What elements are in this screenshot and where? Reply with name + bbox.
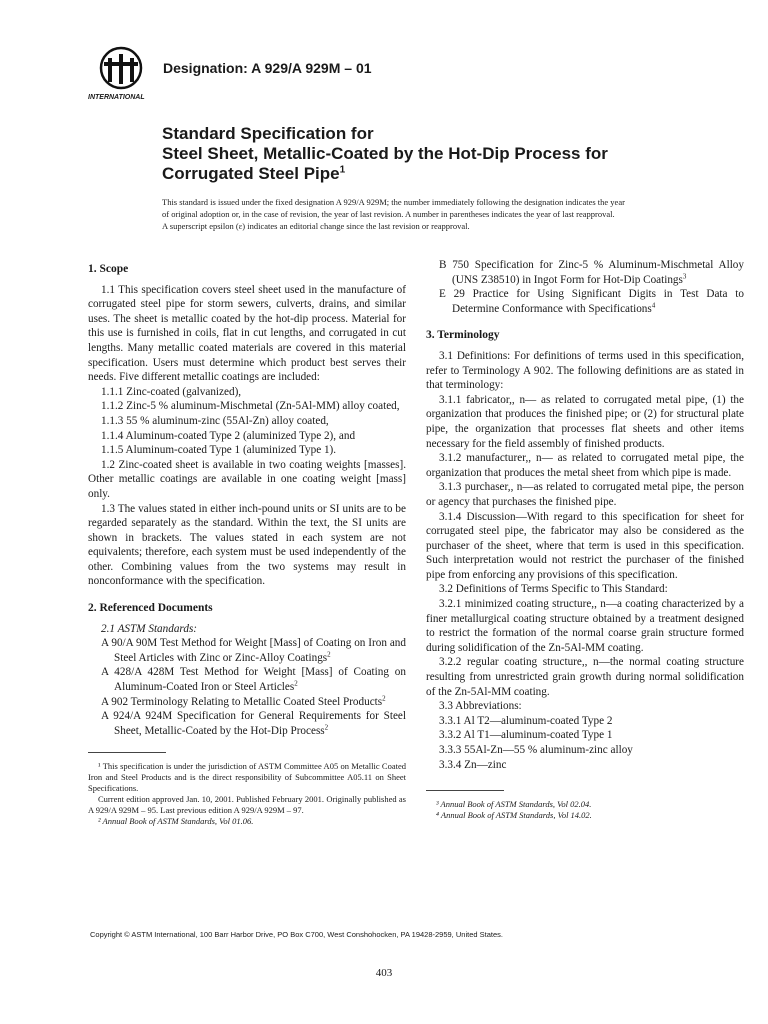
paragraph-1-1-3: 1.1.3 55 % aluminum-zinc (55Al-Zn) alloy coated, — [101, 414, 329, 427]
footnote-1-edition: Current edition approved Jan. 10, 2001. Published February 2001. Originally published as A 929/A 929M – 95. Last previous edition A 929/A 929M – 97. — [88, 794, 406, 816]
document-title — [162, 124, 608, 184]
reference-a924: A 924/A 924M Specification for General Requirements for Steel Sheet, Metallic-Coated by the Hot-Dip Process$^2$ — [101, 710, 406, 737]
section-heading-terminology: 3. Terminology — [426, 329, 500, 342]
section-heading-referenced-documents: 2. Referenced Documents — [88, 602, 213, 615]
logo-text: INTERNATIONAL — [88, 94, 145, 101]
paragraph-3-3-3: 3.3.3 55Al-Zn—55 % aluminum-zinc alloy — [439, 744, 633, 756]
reference-a902: A 902 Terminology Relating to Metallic Coated Steel Products$^2$ — [101, 693, 386, 708]
reference-a90: A 90/A 90M Test Method for Weight [Mass] of Coating on Iron and Steel Articles with Zinc or Zinc-Alloy Coatings$^2$ — [101, 637, 406, 664]
paragraph-3-3-2: 3.3.2 Al T1—aluminum-coated Type 1 — [439, 729, 613, 742]
paragraph-1-3: 1.3 The values stated in either inch-pound units or SI units are to be regarded separately as the standard. Within the text, the SI units are shown in brackets. The values stated in each system are not equivalents; therefore, each system must be used independently of the other. Combining values from the two systems may result in nonconformance with the specification. — [88, 502, 406, 588]
title-line-2: Steel Sheet, Metallic-Coated by the Hot-Dip Process for — [162, 144, 608, 163]
standard-note: This standard is issued under the fixed designation A 929/A 929M; the number immediately following the designation indicates the year of original adoption or, in the case of revision, the year of last revision. A number in parentheses indicates the year of last reapproval. A superscript epsilon (ε) indicates an editorial change since the last revision or reapproval. — [162, 197, 625, 231]
title-line-1: Standard Specification for — [162, 124, 374, 143]
paragraph-3-1-4: 3.1.4 Discussion—With regard to this specification for sheet for corrugated steel pipe, the fabricator may also be considered as the purchaser of the sheet, where that term is used in this specification. Such interpretation would not restrict the purchaser of the finished pipe from enforcing any provisions of this specification. — [426, 510, 744, 581]
paragraph-1-1: 1.1 This specification covers steel sheet used in the manufacture of corrugated steel pipe for storm sewers, culverts, drains, and similar uses. The sheet is metallic coated by the hot-dip process. Material for this use is furnished in coils, flat in cut lengths, and corrugated in cut lengths. Many metallic coated materials are covered in this material specification. Users must determine which product best serves their needs. Five different metallic coatings are included: — [88, 283, 406, 384]
footnote-2: ² Annual Book of ASTM Standards, Vol 01.06. — [98, 816, 254, 827]
left-column — [88, 262, 406, 827]
paragraph-2-1: 2.1 ASTM Standards: — [101, 622, 198, 635]
footnote-1: ¹ This specification is under the jurisdiction of ASTM Committee A05 on Metallic Coated Iron and Steel Products and is the direct responsibility of Subcommittee A05.11 on Sheet Specifications. — [88, 761, 406, 794]
reference-a428: A 428/A 428M Test Method for Weight [Mass] of Coating on Aluminum-Coated Iron or Steel Articles$^2$ — [101, 666, 406, 694]
paragraph-1-2: 1.2 Zinc-coated sheet is available in two coating weights [masses]. Other metallic coatings are available in one coating weight [mass] only. — [88, 458, 406, 500]
footnote-4: ⁴ Annual Book of ASTM Standards, Vol 14.02. — [436, 810, 592, 821]
paragraph-1-1-2: 1.1.2 Zinc-5 % aluminum-Mischmetal (Zn-5Al-MM) alloy coated, — [101, 400, 400, 413]
paragraph-1-1-1: 1.1.1 Zinc-coated (galvanized), — [101, 385, 242, 398]
page-number: 403 — [375, 967, 393, 979]
astm-logo — [88, 44, 154, 106]
reference-b750: B 750 Specification for Zinc-5 % Aluminum-Mischmetal Alloy (UNS Z38510) in Ingot Form for Hot-Dip Coatings$^3$ — [439, 259, 744, 286]
paragraph-1-1-4: 1.1.4 Aluminum-coated Type 2 (aluminized Type 2), and — [101, 429, 356, 442]
paragraph-3-2-2: 3.2.2 regular coating structure,, n—the normal coating structure resulting from unrestricted grain growth during normal solidification of the Zn-5Al-MM coating. — [426, 656, 744, 698]
paragraph-3-3: 3.3 Abbreviations: — [439, 700, 522, 713]
copyright-notice: Copyright © ASTM International, 100 Barr Harbor Drive, PO Box C700, West Conshohocken, PA 19428-2959, United States. — [90, 930, 503, 939]
designation: Designation: A 929/A 929M – 01 — [163, 60, 372, 76]
title-line-3: Corrugated Steel Pipe$^1$ — [162, 164, 346, 183]
paragraph-3-1-1: 3.1.1 fabricator,, n— as related to corrugated metal pipe, (1) the organization that produces the finished pipe; or (2) for structural plate pipe, the organization that processes flat sheets and other items necessary for the field assembly of finished products. — [426, 393, 744, 450]
footnote-divider — [88, 752, 166, 753]
paragraph-1-1-5: 1.1.5 Aluminum-coated Type 1 (aluminized Type 1). — [101, 444, 337, 457]
footnote-3: ³ Annual Book of ASTM Standards, Vol 02.04. — [436, 799, 592, 810]
paragraph-3-3-4: 3.3.4 Zn—zinc — [439, 758, 507, 771]
footnote-divider — [426, 790, 504, 791]
right-column — [426, 258, 744, 821]
paragraph-3-1-2: 3.1.2 manufacturer,, n— as related to corrugated metal pipe, the organization that produces the metal sheet from which pipe is made. — [426, 452, 744, 479]
paragraph-3-1: 3.1 Definitions: For definitions of terms used in this specification, refer to Terminology A 902. The following definitions are as stated in that terminology: — [426, 349, 744, 392]
paragraph-3-3-1: 3.3.1 Al T2—aluminum-coated Type 2 — [439, 714, 613, 727]
paragraph-3-2: 3.2 Definitions of Terms Specific to This Standard: — [439, 583, 668, 596]
paragraph-3-1-3: 3.1.3 purchaser,, n—as related to corrugated metal pipe, the person or agency that purchases the finished pipe. — [426, 481, 744, 508]
section-heading-scope: 1. Scope — [88, 263, 129, 275]
paragraph-3-2-1: 3.2.1 minimized coating structure,, n—a coating characterized by a finer metallurgical coating structure obtained by a treatment designed to restrict the formation of the normal coarse grain structure formed during solidification of the Zn-5Al-MM coating. — [426, 598, 744, 654]
reference-e29: E 29 Practice for Using Significant Digits in Test Data to Determine Conformance with Specifications$^4$ — [439, 288, 744, 315]
